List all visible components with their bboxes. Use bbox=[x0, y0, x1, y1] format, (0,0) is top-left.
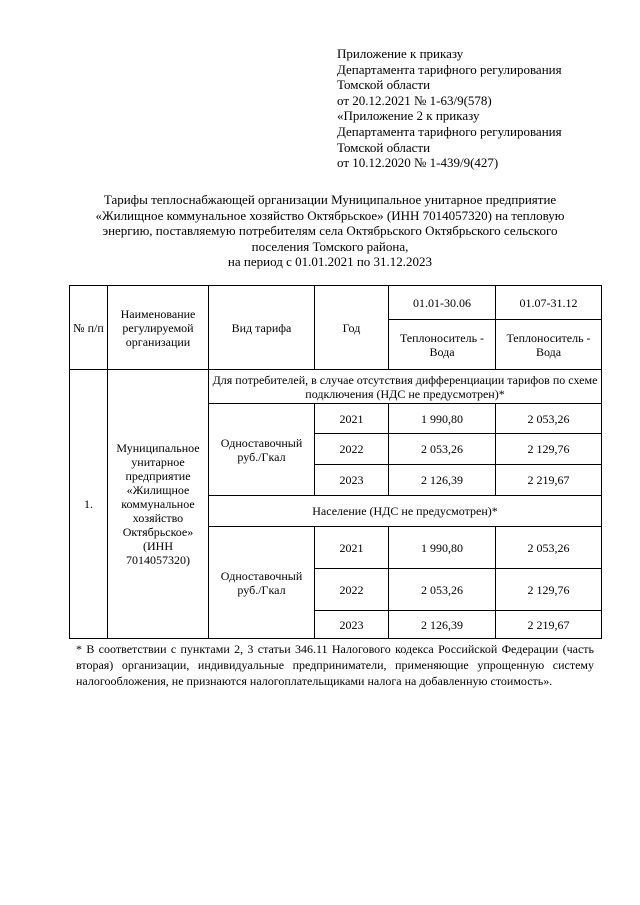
header-period-first-half: 01.01-30.06 bbox=[389, 286, 496, 320]
year-cell: 2023 bbox=[315, 465, 389, 496]
year-cell: 2021 bbox=[315, 527, 389, 569]
header-number: № п/п bbox=[70, 286, 108, 370]
header-carrier-first-half: Теплоноситель - Вода bbox=[389, 320, 496, 370]
row-number: 1. bbox=[70, 370, 108, 639]
year-cell: 2021 bbox=[315, 404, 389, 434]
title-line: Тарифы теплоснабжающей организации Муниципальное унитарное предприятие bbox=[103, 192, 557, 207]
organization-name: Муниципальное унитарное предприятие «Жилищное коммунальное хозяйство Октябрьское» (ИНН 7014057320) bbox=[108, 370, 209, 639]
header-period-second-half: 01.07-31.12 bbox=[496, 286, 602, 320]
title-line: на период с 01.01.2021 по 31.12.2023 bbox=[227, 254, 433, 270]
header-line: Томской области bbox=[337, 77, 431, 93]
value-second-half: 2 219,67 bbox=[496, 611, 602, 639]
value-second-half: 2 219,67 bbox=[496, 465, 602, 496]
year-cell: 2023 bbox=[315, 611, 389, 639]
value-second-half: 2 053,26 bbox=[496, 404, 602, 434]
value-second-half: 2 129,76 bbox=[496, 434, 602, 465]
header-line: от 10.12.2020 № 1-439/9(427) bbox=[337, 155, 499, 171]
header-line: «Приложение 2 к приказу bbox=[337, 108, 480, 124]
header-line: Приложение к приказу bbox=[337, 46, 464, 61]
value-second-half: 2 053,26 bbox=[496, 527, 602, 569]
header-tariff-type: Вид тарифа bbox=[209, 286, 315, 370]
header-carrier-second-half: Теплоноситель - Вода bbox=[496, 320, 602, 370]
value-first-half: 1 990,80 bbox=[389, 527, 496, 569]
value-second-half: 2 129,76 bbox=[496, 569, 602, 611]
document-title bbox=[60, 192, 600, 270]
group-label-consumers: Для потребителей, в случае отсутствия дифференциации тарифов по схеме подключения (НДС не предусмотрен)* bbox=[209, 370, 602, 404]
group-label-population: Население (НДС не предусмотрен)* bbox=[209, 496, 602, 527]
header-year: Год bbox=[315, 286, 389, 370]
value-first-half: 2 126,39 bbox=[389, 611, 496, 639]
vat-footnote: * В соответствии с пунктами 2, 3 статьи 346.11 Налогового кодекса Российской Федерации (часть вторая) организации, индивидуальные предприниматели, применяющие упрощенную систему налогообложения, не признаются налогоплательщиками налога на добавленную стоимость». bbox=[76, 642, 594, 689]
tariff-table bbox=[69, 285, 602, 639]
tariff-type-population: Одноставочный руб./Гкал bbox=[209, 527, 315, 639]
title-line: «Жилищное коммунальное хозяйство Октябрьское» (ИНН 7014057320) на тепловую bbox=[95, 207, 565, 223]
header-organization: Наименование регулируемой организации bbox=[108, 286, 209, 370]
header-line: Томской области bbox=[337, 139, 431, 155]
title-line: поселения Томского района, bbox=[251, 238, 409, 254]
value-first-half: 1 990,80 bbox=[389, 404, 496, 434]
value-first-half: 2 053,26 bbox=[389, 434, 496, 465]
year-cell: 2022 bbox=[315, 434, 389, 465]
order-reference-block bbox=[337, 46, 627, 171]
header-line: Департамента тарифного регулирования bbox=[337, 123, 562, 139]
value-first-half: 2 126,39 bbox=[389, 465, 496, 496]
year-cell: 2022 bbox=[315, 569, 389, 611]
header-line: Департамента тарифного регулирования bbox=[337, 61, 562, 77]
header-line: от 20.12.2021 № 1-63/9(578) bbox=[337, 92, 492, 108]
tariff-type-consumers: Одноставочный руб./Гкал bbox=[209, 404, 315, 496]
title-line: энергию, поставляемую потребителям села Октябрьского Октябрьского сельского bbox=[102, 223, 558, 239]
value-first-half: 2 053,26 bbox=[389, 569, 496, 611]
